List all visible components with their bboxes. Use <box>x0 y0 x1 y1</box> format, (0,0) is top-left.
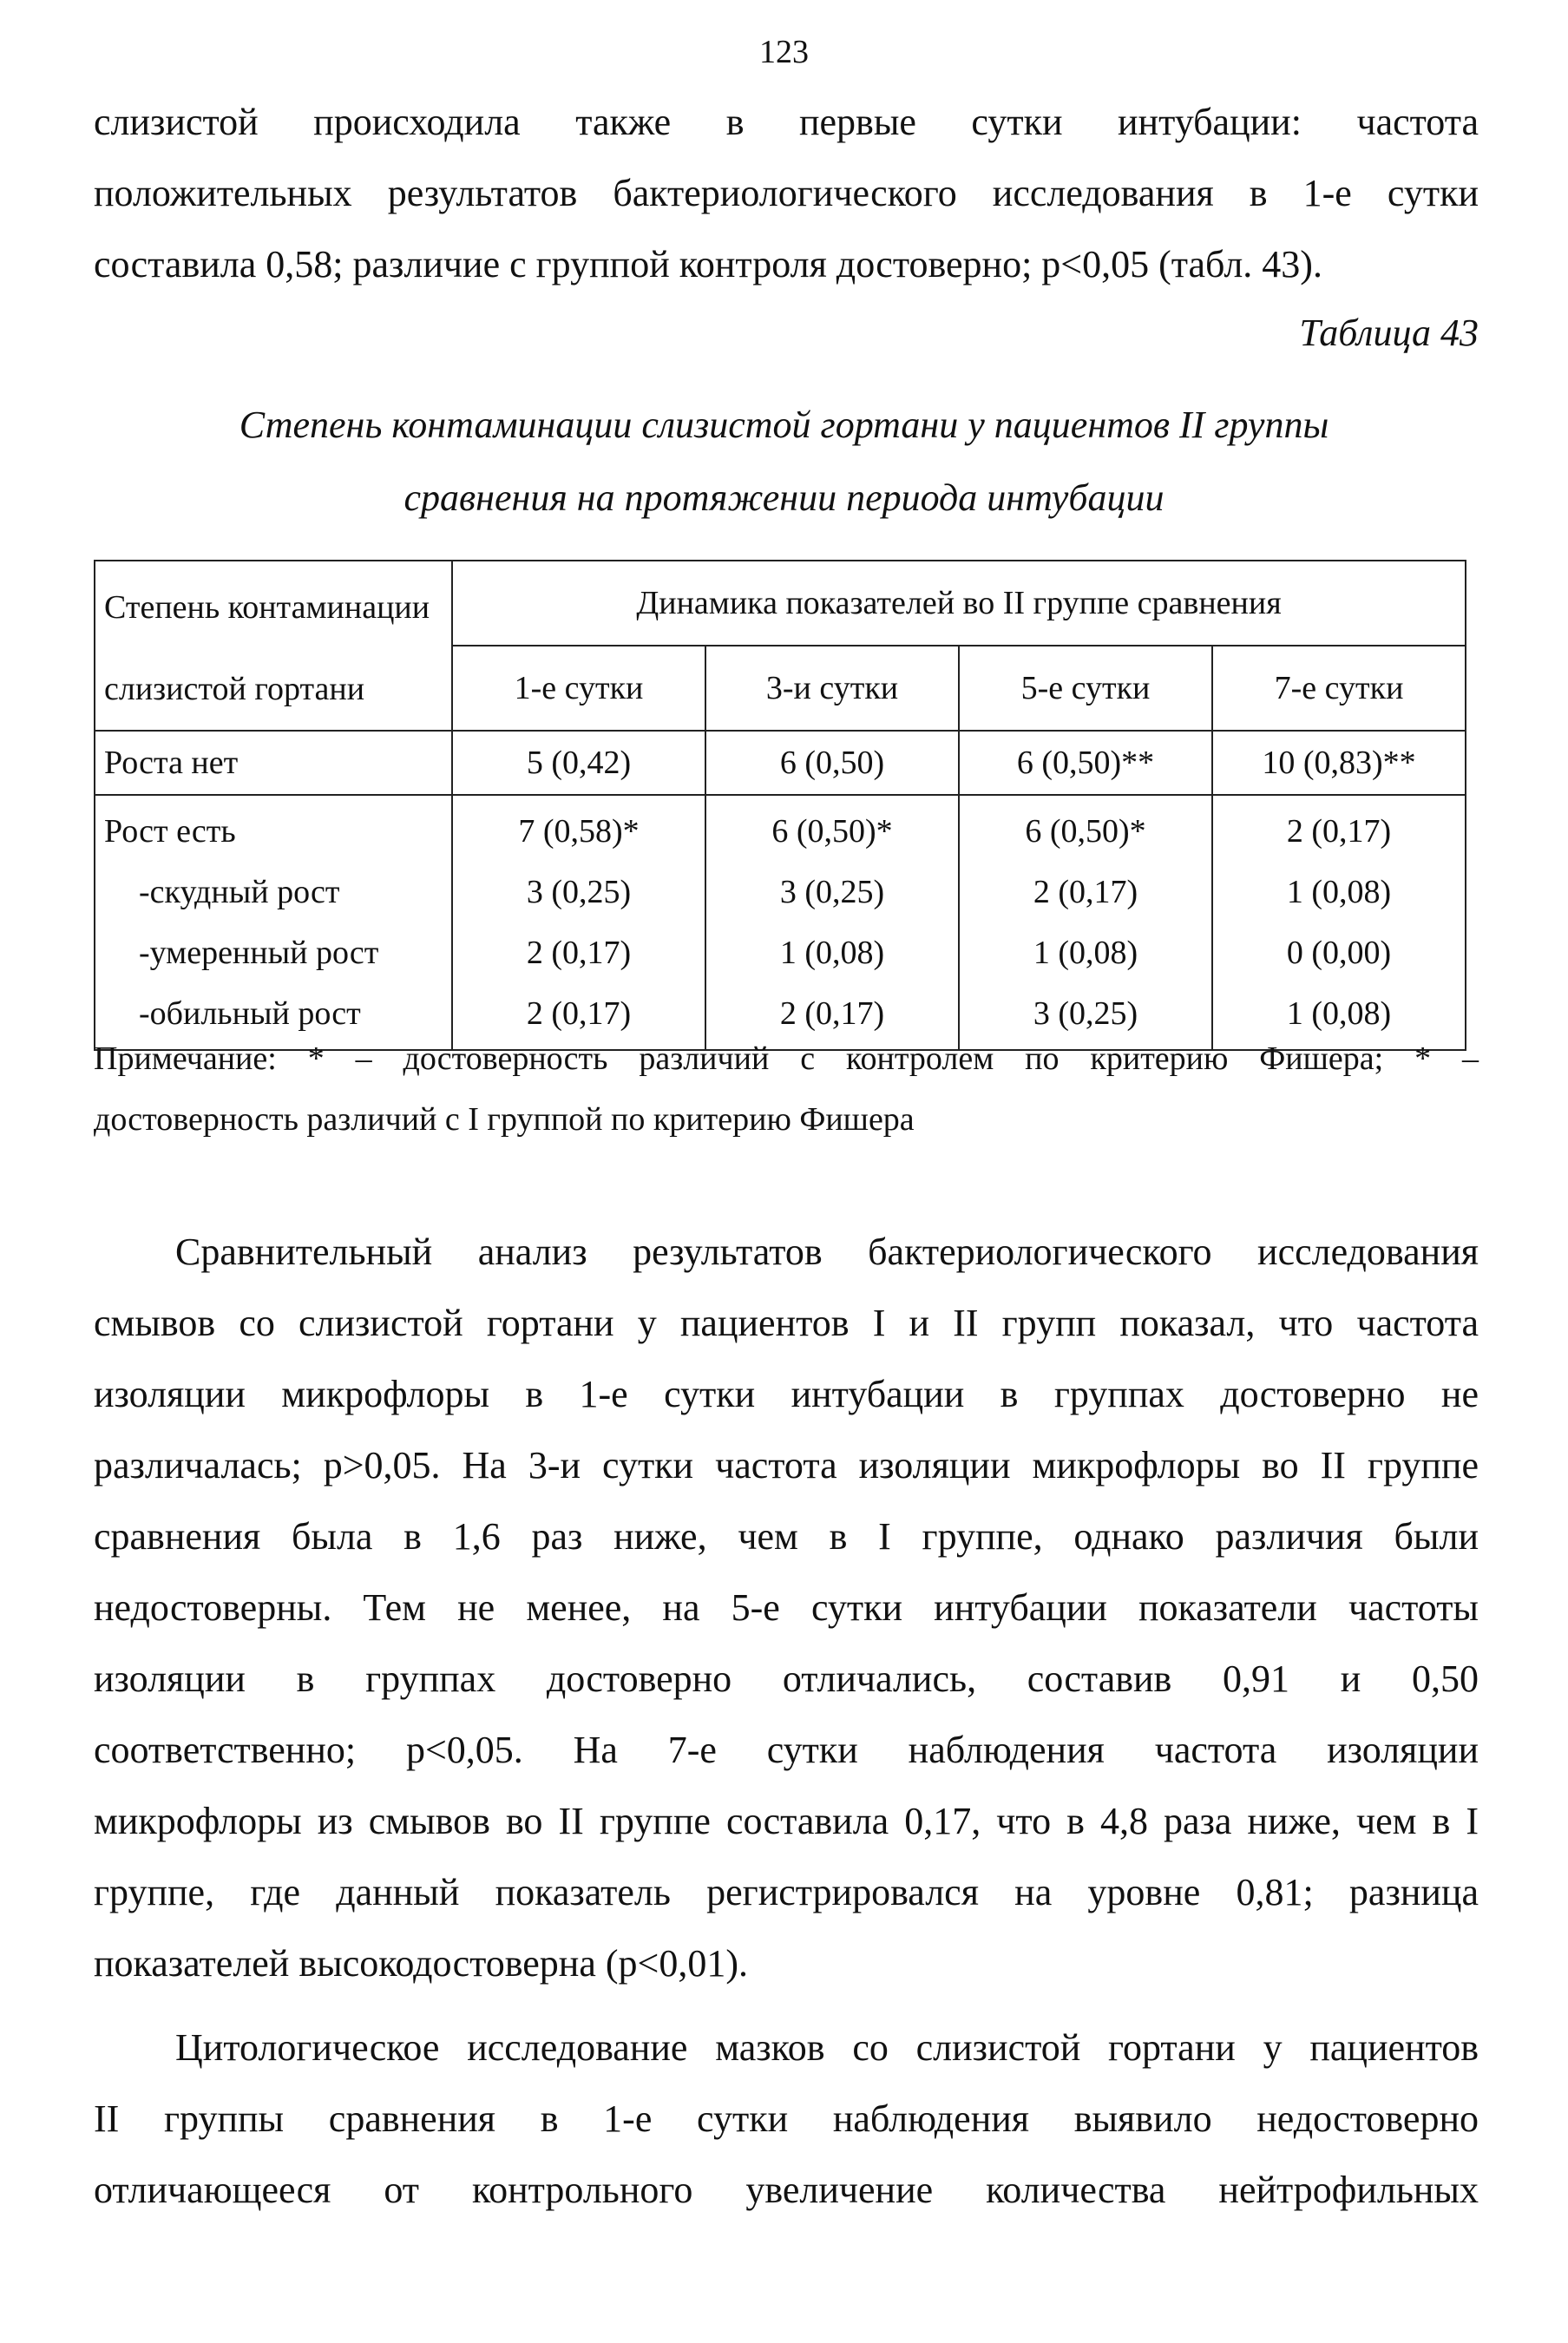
text-line: различалась; р>0,05. На 3-и сутки частота изоляции микрофлоры во II группе <box>94 1444 1479 1487</box>
table-cell: 2 (0,17) <box>779 995 885 1032</box>
note-line: Примечание: * – достоверность различий с контролем по критерию Фишера; * – <box>94 1040 1479 1077</box>
contamination-table <box>94 560 1466 1051</box>
text-line: показателей высокодостоверна (р<0,01). <box>94 1942 748 1985</box>
table-cell: 1 (0,08) <box>1286 995 1392 1032</box>
row-label: Роста нет <box>95 731 452 795</box>
table-row <box>95 731 1466 795</box>
page-number: 123 <box>759 34 809 70</box>
text-line: II группы сравнения в 1-е сутки наблюдения выявило недостоверно <box>94 2097 1479 2140</box>
table-cell: 6 (0,50) <box>705 731 959 795</box>
text-line: соответственно; р<0,05. На 7-е сутки наблюдения частота изоляции <box>94 1729 1479 1771</box>
text-line: отличающееся от контрольного увеличение количества нейтрофильных <box>94 2169 1479 2211</box>
table-cell: 0 (0,00) <box>1286 935 1392 971</box>
body-paragraph-2 <box>94 2012 1479 2226</box>
table-cell: 1 (0,08) <box>1033 935 1138 971</box>
row-label: -скудный рост <box>139 874 340 910</box>
row-label: -умеренный рост <box>139 935 379 971</box>
table-cell-group <box>959 795 1212 1050</box>
table-cell: 10 (0,83)** <box>1212 731 1466 795</box>
row-label-group <box>95 795 452 1050</box>
table-title-line: Степень контаминации слизистой гортани у пациентов II группы <box>239 404 1329 446</box>
table-cell: 1 (0,08) <box>1286 874 1392 910</box>
row-header-cell <box>95 561 452 731</box>
column-header: 5-е сутки <box>959 646 1212 731</box>
table-label: Таблица 43 <box>1299 312 1479 354</box>
table-cell: 2 (0,17) <box>1033 874 1138 910</box>
text-line: смывов со слизистой гортани у пациентов I и II групп показал, что частота <box>94 1302 1479 1344</box>
table-note <box>94 1028 1479 1150</box>
text-line: положительных результатов бактериологического исследования в 1-е сутки <box>94 172 1479 214</box>
body-paragraph-1 <box>94 1217 1479 1999</box>
table-cell: 6 (0,50)* <box>1025 813 1146 850</box>
table-cell: 3 (0,25) <box>779 874 885 910</box>
table-cell: 6 (0,50)* <box>771 813 893 850</box>
row-header-line: слизистой гортани <box>104 671 365 707</box>
group-header-cell: Динамика показателей во II группе сравнения <box>452 561 1466 646</box>
column-header: 7-е сутки <box>1212 646 1466 731</box>
table-cell: 3 (0,25) <box>1033 995 1138 1032</box>
table-title <box>0 389 1568 535</box>
table-cell: 5 (0,42) <box>452 731 705 795</box>
text-line: слизистой происходила также в первые сутки интубации: частота <box>94 101 1479 143</box>
table-cell-group <box>705 795 959 1050</box>
row-label: Рост есть <box>104 813 236 850</box>
text-line: составила 0,58; различие с группой контроля достоверно; р<0,05 (табл. 43). <box>94 243 1322 285</box>
note-line: достоверность различий с I группой по критерию Фишера <box>94 1101 915 1138</box>
column-header: 1-е сутки <box>452 646 705 731</box>
text-line: Сравнительный анализ результатов бактериологического исследования <box>175 1231 1479 1273</box>
text-line: сравнения была в 1,6 раз ниже, чем в I группе, однако различия были <box>94 1515 1479 1558</box>
table-row <box>95 795 1466 1050</box>
text-line: недостоверны. Тем не менее, на 5-е сутки интубации показатели частоты <box>94 1586 1479 1629</box>
text-line: Цитологическое исследование мазков со слизистой гортани у пациентов <box>175 2026 1479 2069</box>
column-header: 3-и сутки <box>705 646 959 731</box>
text-line: группе, где данный показатель регистрировался на уровне 0,81; разница <box>94 1871 1479 1913</box>
table-title-line: сравнения на протяжении периода интубации <box>403 476 1165 519</box>
row-header-line: Степень контаминации <box>104 589 430 626</box>
table-cell-group <box>1212 795 1466 1050</box>
table-cell-group <box>452 795 705 1050</box>
text-line: изоляции в группах достоверно отличались, составив 0,91 и 0,50 <box>94 1657 1479 1700</box>
text-line: микрофлоры из смывов во II группе составила 0,17, что в 4,8 раза ниже, чем в I <box>94 1800 1479 1842</box>
table-cell: 2 (0,17) <box>1286 813 1392 850</box>
table-header-row <box>95 561 1466 646</box>
table-cell: 2 (0,17) <box>526 935 632 971</box>
table-cell: 6 (0,50)** <box>959 731 1212 795</box>
table-cell: 2 (0,17) <box>526 995 632 1032</box>
table-cell: 7 (0,58)* <box>518 813 640 850</box>
row-label: -обильный рост <box>139 995 361 1032</box>
text-line: изоляции микрофлоры в 1-е сутки интубации в группах достоверно не <box>94 1373 1479 1415</box>
table-cell: 1 (0,08) <box>779 935 885 971</box>
table-cell: 3 (0,25) <box>526 874 632 910</box>
intro-paragraph <box>94 87 1479 300</box>
